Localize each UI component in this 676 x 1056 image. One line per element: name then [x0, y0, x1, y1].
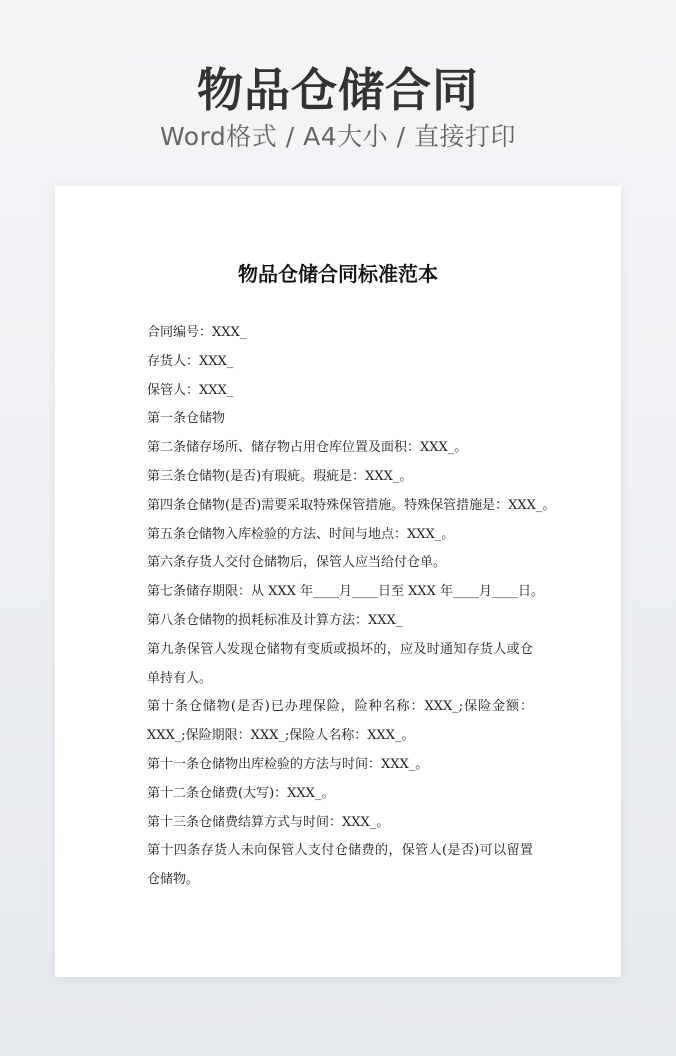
banner-title: 物品仓储合同: [197, 63, 479, 117]
article-5: 第五条仓储物入库检验的方法、时间与地点：XXX_。: [147, 526, 455, 542]
article-3: 第三条仓储物(是否)有瑕疵。瑕疵是：XXX_。: [147, 468, 413, 484]
banner-header: [0, 62, 676, 154]
article-8: 第八条仓储物的损耗标准及计算方法：XXX_: [147, 612, 403, 628]
banner-subtitle: Word格式 / A4大小 / 直接打印: [160, 122, 516, 151]
document-page: [55, 186, 621, 977]
contract-number-line: 合同编号：XXX_: [147, 325, 247, 340]
custodian-line: 保管人：XXX_: [147, 382, 234, 398]
article-2: 第二条储存场所、储存物占用仓库位置及面积：XXX_。: [147, 440, 468, 456]
document-body: [147, 319, 556, 895]
article-6: 第六条存货人交付仓储物后，保管人应当给付仓单。: [147, 555, 447, 571]
depositor-line: 存货人：XXX_: [147, 353, 234, 369]
article-12: 第十二条仓储费(大写)：XXX_。: [147, 785, 335, 801]
article-13: 第十三条仓储费结算方式与时间：XXX_。: [147, 814, 390, 830]
article-4: 第四条仓储物(是否)需要采取特殊保管措施。特殊保管措施是：XXX_。: [147, 497, 556, 513]
article-7: 第七条储存期限：从 XXX 年____月____日至 XXX 年____月____日。: [147, 584, 545, 600]
article-14: 第十四条存货人未向保管人支付仓储费的，保管人(是否)可以留置仓储物。: [147, 843, 533, 888]
article-1: 第一条仓储物: [147, 411, 226, 427]
document-title: 物品仓储合同标准范本: [238, 262, 438, 286]
article-10: 第十条仓储物(是否)已办理保险，险种名称：XXX_;保险金额：XXX_;保险期限：XXX_;保险人名称：XXX_。: [147, 699, 533, 744]
article-11: 第十一条仓储物出库检验的方法与时间：XXX_。: [147, 756, 429, 772]
article-9: 第九条保管人发现仓储物有变质或损坏的，应及时通知存货人或仓单持有人。: [147, 641, 533, 686]
